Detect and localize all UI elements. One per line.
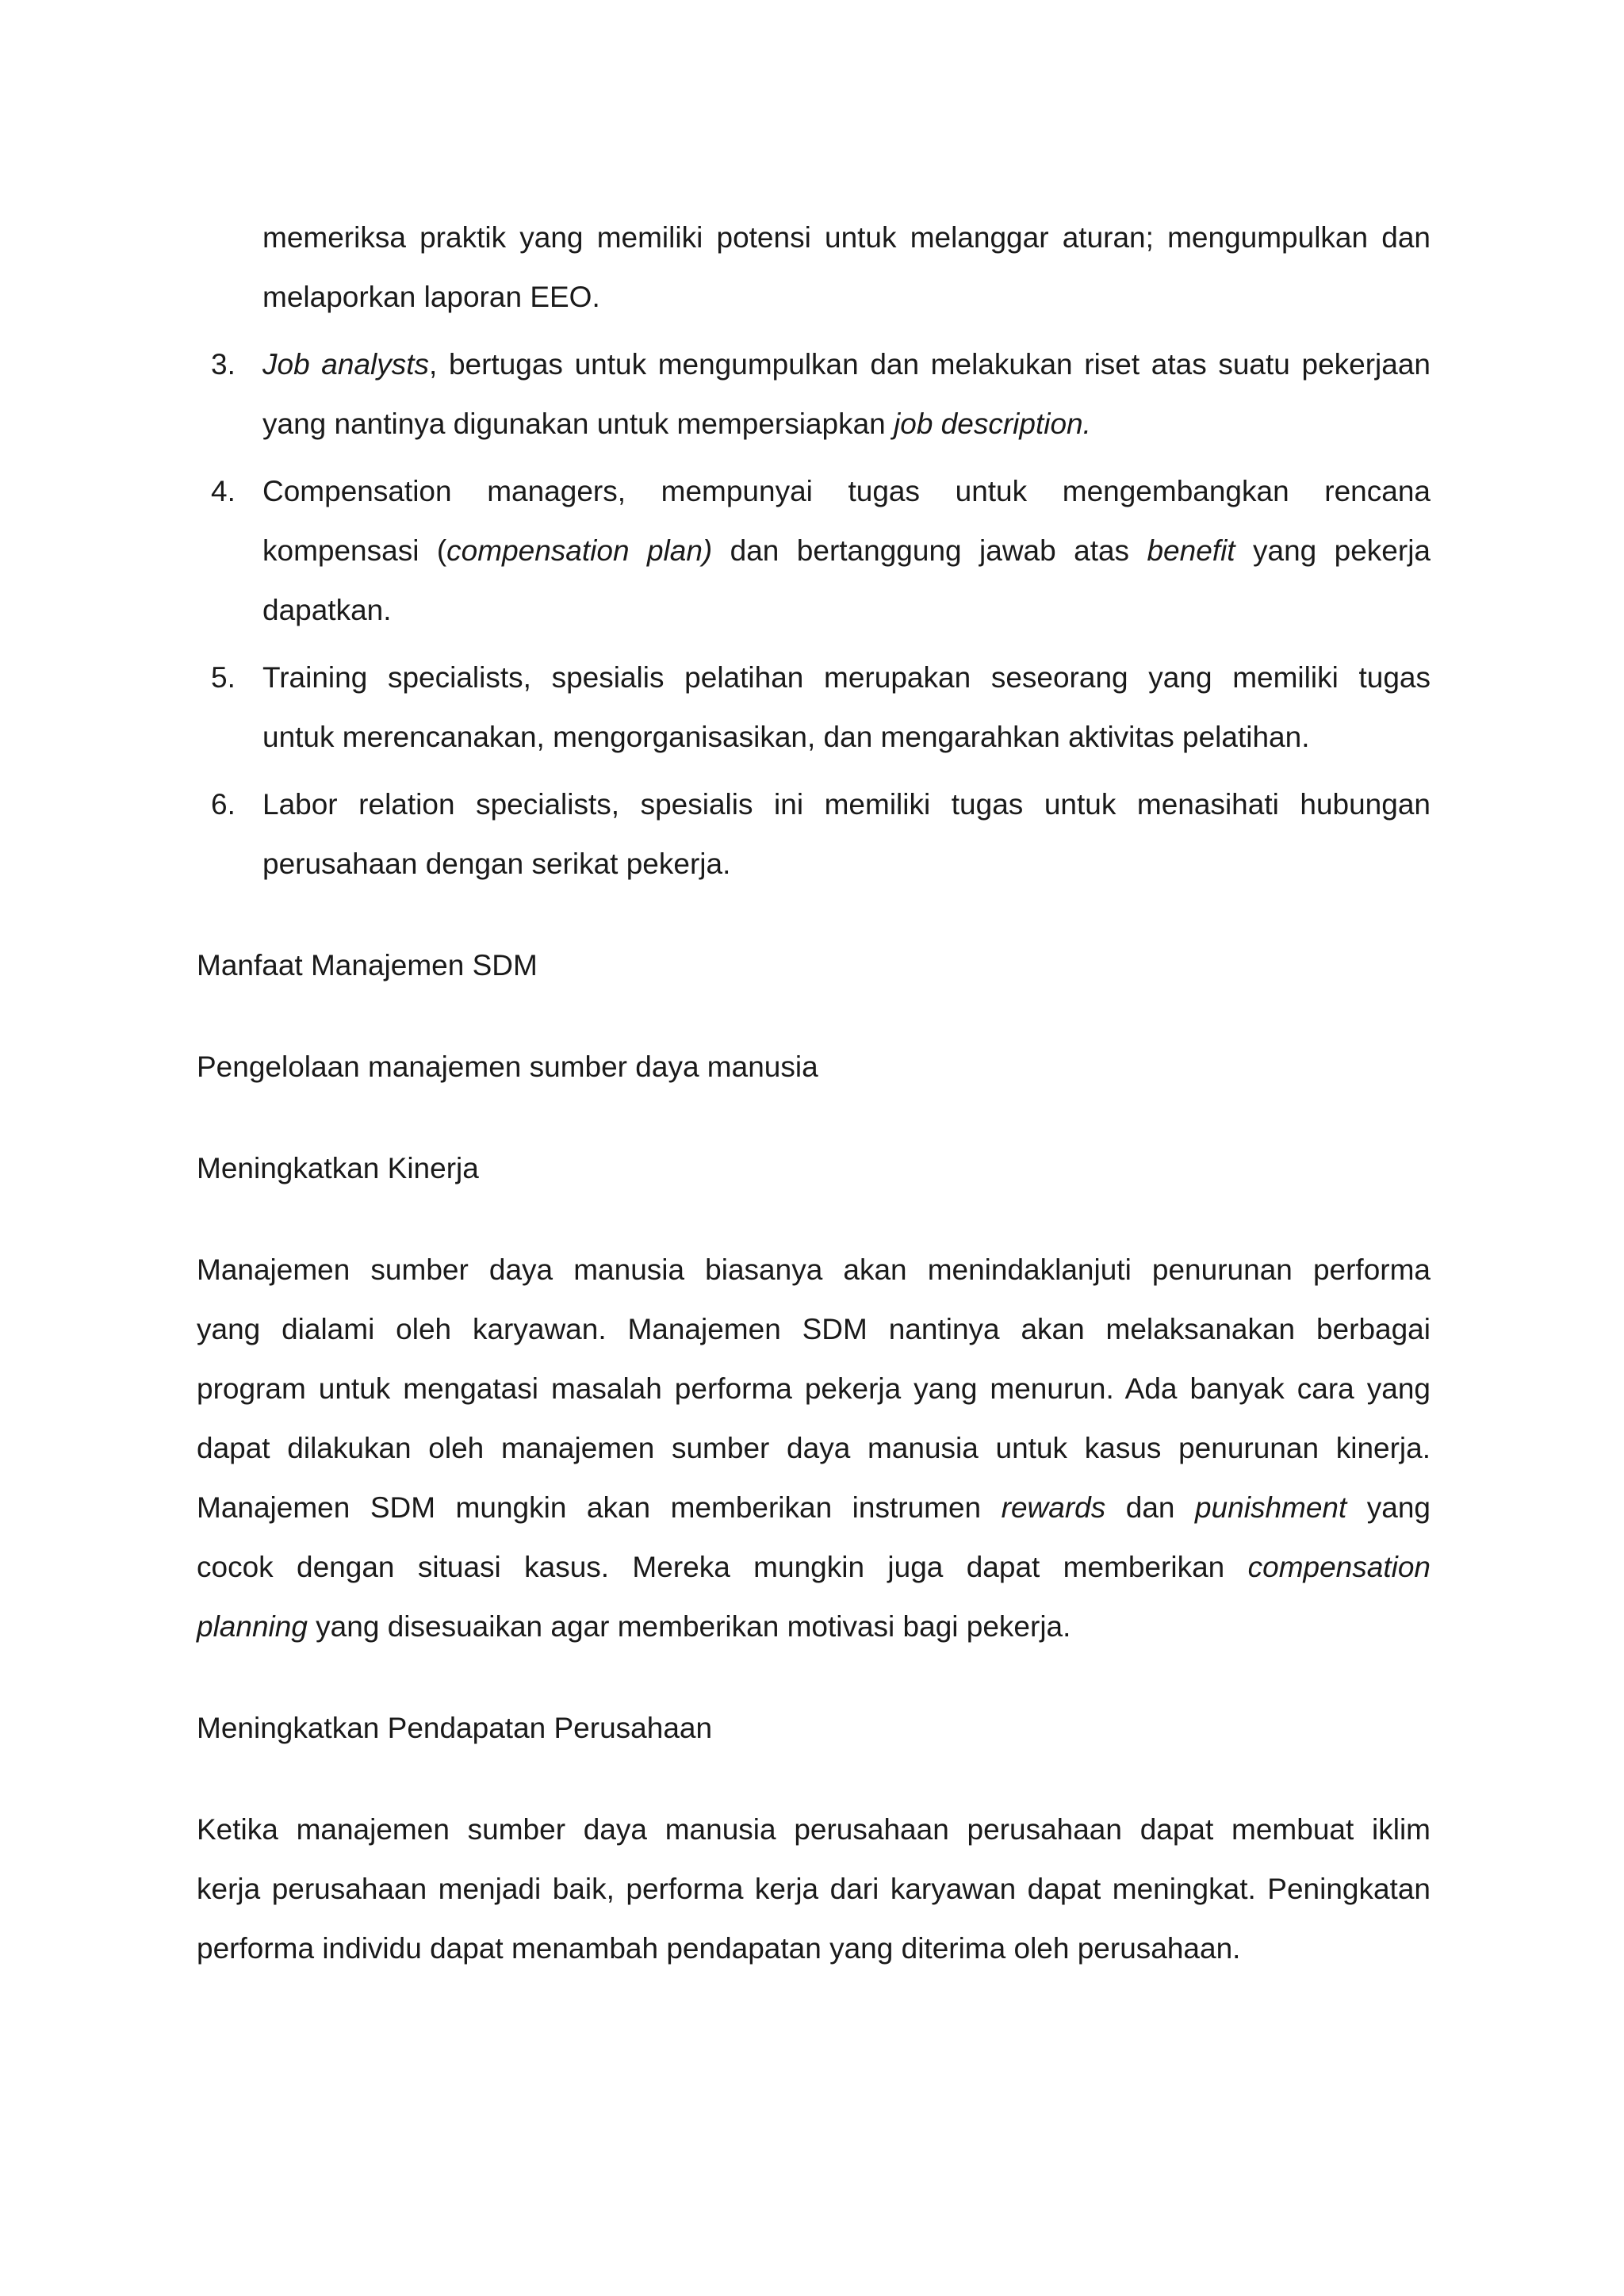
text-span: kerja perusahaan menjadi baik, performa kerja dari karyawan dapat meningkat. Peningkatan (197, 1873, 1431, 1905)
list-line (197, 335, 1431, 394)
italic-term: compensation plan) (446, 534, 713, 567)
text-span: yang disesuaikan agar memberikan motivasi bagi pekerja. (307, 1610, 1071, 1643)
section-heading: Meningkatkan Kinerja (197, 1152, 479, 1184)
document-page (197, 208, 1431, 1978)
italic-term: punishment (1194, 1491, 1347, 1524)
italic-term: planning (197, 1610, 308, 1643)
list-line (197, 394, 1431, 453)
list-item-continuation (197, 208, 1431, 327)
list-item-4 (197, 461, 1431, 640)
text-span: yang (1346, 1491, 1431, 1524)
list-line (197, 834, 1431, 894)
paragraph-kinerja (197, 1240, 1431, 1656)
list-line (197, 208, 1431, 267)
text-span: yang pekerja (1235, 534, 1431, 567)
italic-term: compensation (1247, 1551, 1431, 1583)
text-span: dan (1105, 1491, 1195, 1524)
text-span: yang nantinya digunakan untuk mempersiapkan (262, 408, 894, 440)
list-item-5 (197, 648, 1431, 767)
text-span: , bertugas untuk mengumpulkan dan melakukan riset atas suatu pekerjaan (429, 348, 1431, 381)
italic-term: job description. (894, 408, 1091, 440)
text-span: dapatkan. (262, 594, 392, 626)
text-span: kompensasi ( (262, 534, 447, 567)
text-span: memeriksa praktik yang memiliki potensi untuk melanggar aturan; mengumpulkan dan (262, 221, 1431, 254)
text-span: program untuk mengatasi masalah performa pekerja yang menurun. Ada banyak cara yang (197, 1372, 1431, 1405)
list-line (197, 521, 1431, 580)
text-span: dan bertanggung jawab atas (712, 534, 1147, 567)
list-item-6 (197, 775, 1431, 894)
list-line (197, 580, 1431, 640)
text-span: Ketika manajemen sumber daya manusia perusahaan perusahaan dapat membuat iklim (197, 1813, 1431, 1846)
paragraph-line (197, 1418, 1431, 1478)
paragraph-line (197, 1800, 1431, 1859)
list-number: 5. (211, 661, 236, 694)
list-line (197, 648, 1431, 707)
text-span: Training specialists, spesialis pelatihan merupakan seseorang yang memiliki tugas (262, 661, 1431, 694)
paragraph-pendapatan (197, 1800, 1431, 1978)
section-heading: Manfaat Manajemen SDM (197, 949, 538, 982)
paragraph-line (197, 1859, 1431, 1919)
section-heading: Pengelolaan manajemen sumber daya manusia (197, 1050, 818, 1083)
list-line (197, 707, 1431, 767)
list-line (197, 461, 1431, 521)
text-span: Manajemen SDM mungkin akan memberikan instrumen (197, 1491, 1002, 1524)
text-span: perusahaan dengan serikat pekerja. (262, 848, 731, 880)
paragraph-line (197, 1478, 1431, 1537)
section-heading: Meningkatkan Pendapatan Perusahaan (197, 1712, 713, 1744)
text-span: Compensation managers, mempunyai tugas untuk mengembangkan rencana (262, 475, 1431, 507)
paragraph-line (197, 1919, 1431, 1978)
text-span: yang dialami oleh karyawan. Manajemen SDM nantinya akan melaksanakan berbagai (197, 1313, 1431, 1345)
list-number: 3. (211, 348, 236, 381)
italic-term: benefit (1147, 534, 1235, 567)
paragraph-line (197, 1299, 1431, 1359)
text-span: performa individu dapat menambah pendapatan yang diterima oleh perusahaan. (197, 1932, 1241, 1965)
paragraph-line (197, 1359, 1431, 1418)
list-line (197, 267, 1431, 327)
paragraph-line (197, 1537, 1431, 1597)
paragraph-line (197, 1240, 1431, 1299)
text-span: untuk merencanakan, mengorganisasikan, dan mengarahkan aktivitas pelatihan. (262, 721, 1310, 753)
list-number: 4. (211, 475, 236, 507)
list-line (197, 775, 1431, 834)
italic-term: rewards (1001, 1491, 1106, 1524)
italic-term: Job analysts (262, 348, 430, 381)
text-span: cocok dengan situasi kasus. Mereka mungkin juga dapat memberikan (197, 1551, 1248, 1583)
list-item-3 (197, 335, 1431, 453)
text-span: Labor relation specialists, spesialis ini memiliki tugas untuk menasihati hubungan (262, 788, 1431, 821)
text-span: melaporkan laporan EEO. (262, 281, 600, 313)
text-span: dapat dilakukan oleh manajemen sumber daya manusia untuk kasus penurunan kinerja. (197, 1432, 1431, 1464)
paragraph-line (197, 1597, 1431, 1656)
list-number: 6. (211, 788, 236, 821)
text-span: Manajemen sumber daya manusia biasanya akan menindaklanjuti penurunan performa (197, 1253, 1431, 1286)
